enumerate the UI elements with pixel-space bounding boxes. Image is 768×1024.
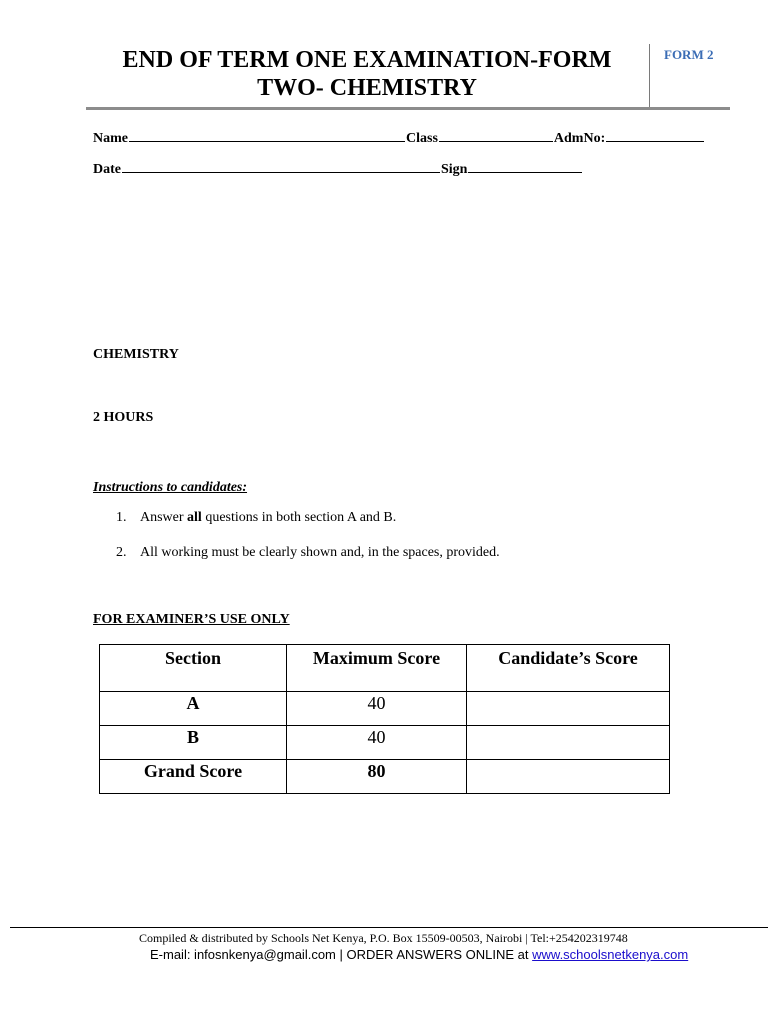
footer-website-link[interactable]: www.schoolsnetkenya.com xyxy=(532,947,689,962)
max-score-cell: 40 xyxy=(287,726,467,760)
score-table xyxy=(99,644,670,794)
instruction-number: 2. xyxy=(116,545,127,560)
max-score-cell: 80 xyxy=(287,760,467,794)
column-header-section: Section xyxy=(100,645,287,692)
footer-email-text: E-mail: infosnkenya@gmail.com | ORDER ANSWERS ONLINE at xyxy=(150,947,533,962)
name-class-admno-row xyxy=(93,127,705,147)
form-badge: FORM 2 xyxy=(664,47,714,62)
subject-label: CHEMISTRY xyxy=(93,347,179,362)
instruction-number: 1. xyxy=(116,510,127,525)
header-divider-horizontal xyxy=(86,107,730,110)
table-row xyxy=(100,692,670,726)
section-cell: Grand Score xyxy=(100,760,287,794)
class-label: Class xyxy=(406,131,438,146)
footer-credits: Compiled & distributed by Schools Net Kenya, P.O. Box 15509-00503, Nairobi | Tel:+254202319748 xyxy=(139,931,628,945)
admno-field[interactable] xyxy=(606,127,704,142)
footer-divider xyxy=(10,927,768,928)
instruction-item xyxy=(116,510,500,526)
sign-label: Sign xyxy=(441,162,468,177)
name-field[interactable] xyxy=(129,127,405,142)
table-header-row xyxy=(100,645,670,692)
header-divider-vertical xyxy=(649,44,650,108)
instruction-emphasis: all xyxy=(187,510,202,525)
instructions-heading: Instructions to candidates: xyxy=(93,480,248,495)
exam-title xyxy=(84,46,650,102)
exam-title-line1: END OF TERM ONE EXAMINATION-FORM xyxy=(122,47,612,73)
column-header-maximum-score: Maximum Score xyxy=(287,645,467,692)
instructions-list xyxy=(116,510,500,561)
date-sign-row xyxy=(93,158,583,178)
table-row xyxy=(100,726,670,760)
class-field[interactable] xyxy=(439,127,553,142)
name-label: Name xyxy=(93,131,128,146)
instruction-item xyxy=(116,545,500,561)
examiner-heading: FOR EXAMINER’S USE ONLY xyxy=(93,612,290,627)
date-label: Date xyxy=(93,162,121,177)
table-row xyxy=(100,760,670,794)
candidate-score-cell[interactable] xyxy=(467,726,670,760)
instruction-text: All working must be clearly shown and, in the spaces, provided. xyxy=(140,545,500,560)
admno-label: AdmNo: xyxy=(553,131,606,146)
footer-contact xyxy=(150,947,688,962)
section-cell: A xyxy=(100,692,287,726)
max-score-cell: 40 xyxy=(287,692,467,726)
candidate-score-cell[interactable] xyxy=(467,692,670,726)
column-header-candidate-score: Candidate’s Score xyxy=(467,645,670,692)
instruction-text: questions in both section A and B. xyxy=(201,510,397,525)
section-cell: B xyxy=(100,726,287,760)
duration-label: 2 HOURS xyxy=(93,410,154,425)
sign-field[interactable] xyxy=(468,158,582,173)
candidate-score-cell[interactable] xyxy=(467,760,670,794)
date-field[interactable] xyxy=(122,158,440,173)
exam-title-line2: TWO- CHEMISTRY xyxy=(257,75,477,101)
instruction-text: Answer xyxy=(140,510,188,525)
